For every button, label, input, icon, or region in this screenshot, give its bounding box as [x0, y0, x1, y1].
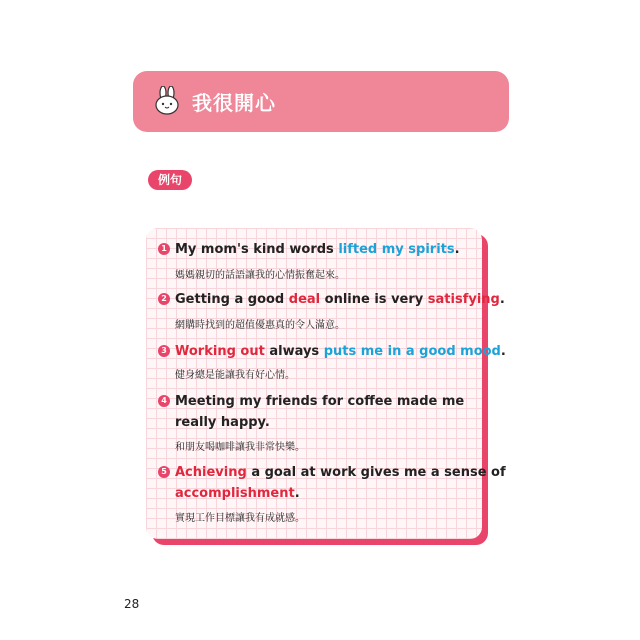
- number-badge: 5: [158, 466, 170, 478]
- page-title: 我很開心: [192, 91, 276, 115]
- sentence-english-line2: accomplishment.: [175, 486, 300, 501]
- sentence-translation: 健身總是能讓我有好心情。: [175, 370, 295, 381]
- highlight-phrase: puts me in a good mood: [323, 344, 501, 359]
- highlight-word: deal: [288, 292, 321, 307]
- example-label: 例句: [148, 170, 192, 190]
- sentence-english-line2: really happy.: [175, 415, 270, 430]
- sentence-english: Meeting my friends for coffee made me: [175, 394, 465, 409]
- number-badge: 4: [158, 395, 170, 407]
- number-badge: 3: [158, 345, 170, 357]
- sentence-translation: 和朋友喝咖啡讓我非常快樂。: [175, 442, 305, 453]
- highlight-phrase: Working out: [175, 344, 265, 359]
- highlight-phrase: lifted my spirits: [338, 242, 455, 257]
- bunny-icon: [152, 86, 182, 116]
- number-badge: 1: [158, 243, 170, 255]
- sentence-translation: 實現工作目標讓我有成就感。: [175, 513, 305, 524]
- sentence-english: My mom's kind words lifted my spirits.: [175, 242, 460, 257]
- sentence-english: Achieving a goal at work gives me a sense of: [175, 465, 506, 480]
- number-badge: 2: [158, 293, 170, 305]
- sentence-english: Getting a good deal online is very satisfying.: [175, 292, 505, 307]
- sentence-english: Working out always puts me in a good mood.: [175, 344, 506, 359]
- sentence-translation: 媽媽親切的話語讓我的心情振奮起來。: [175, 270, 345, 281]
- highlight-word: accomplishment: [175, 486, 295, 501]
- section-header: [133, 71, 509, 132]
- highlight-word: satisfying: [427, 292, 500, 307]
- page-number: 28: [124, 597, 140, 611]
- sentence-translation: 網購時找到的超值優惠真的令人滿意。: [175, 320, 345, 331]
- highlight-word: Achieving: [175, 465, 247, 480]
